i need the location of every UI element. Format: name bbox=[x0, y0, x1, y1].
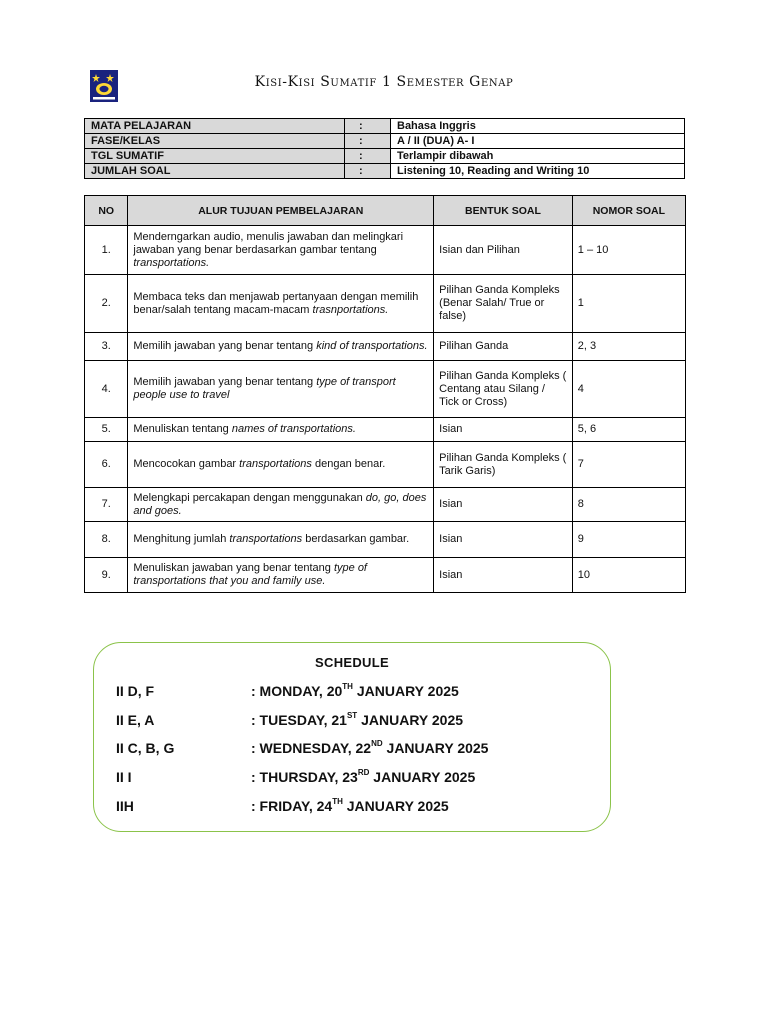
cell-alur bbox=[128, 442, 434, 488]
info-row bbox=[85, 164, 685, 179]
table-row bbox=[85, 522, 686, 558]
alur-italic: kind of transportations. bbox=[316, 340, 428, 352]
alur-italic: type of transportations that you and family use. bbox=[133, 562, 367, 587]
alur-italic: do, go, does and goes. bbox=[133, 491, 427, 517]
table-header-row bbox=[85, 196, 686, 226]
alur-text: Memilih jawaban yang benar tentang bbox=[133, 340, 317, 352]
cell-alur bbox=[128, 488, 434, 522]
cell-alur bbox=[128, 418, 434, 442]
column-header-alur: ALUR TUJUAN PEMBELAJARAN bbox=[128, 196, 434, 226]
schedule-day: : TUESDAY, 21 bbox=[251, 712, 347, 728]
cell-nomor: 8 bbox=[572, 488, 685, 522]
table-row bbox=[85, 275, 686, 333]
alur-text: Menuliskan jawaban yang benar tentang bbox=[133, 562, 334, 574]
cell-bentuk: Isian bbox=[434, 488, 573, 522]
schedule-day: : FRIDAY, 24 bbox=[251, 798, 333, 814]
alur-italic: type of transport people use to travel bbox=[133, 376, 396, 401]
info-label: MATA PELAJARAN bbox=[85, 119, 345, 134]
cell-bentuk: Pilihan Ganda Kompleks ( Centang atau Silang / Tick or Cross) bbox=[434, 361, 573, 418]
alur-italic: transportations. bbox=[133, 256, 210, 269]
info-table bbox=[84, 118, 685, 179]
schedule-ordinal: RD bbox=[357, 768, 370, 777]
info-row bbox=[85, 134, 685, 149]
schedule-month: JANUARY 2025 bbox=[382, 740, 489, 756]
table-row bbox=[85, 418, 686, 442]
schedule-date bbox=[251, 712, 463, 728]
cell-bentuk: Pilihan Ganda bbox=[434, 333, 573, 361]
cell-bentuk: Isian bbox=[434, 522, 573, 558]
alur-italic: transportations bbox=[229, 533, 303, 545]
column-header-nomor: NOMOR SOAL bbox=[572, 196, 685, 226]
alur-text-end: dengan benar. bbox=[311, 458, 386, 470]
alur-text: Menderngarkan audio, menulis jawaban dan melingkari jawaban yang benar berdasarkan gambar tentang bbox=[133, 230, 404, 256]
cell-no: 1. bbox=[85, 226, 128, 275]
schedule-class: II E, A bbox=[116, 712, 155, 728]
column-header-no: NO bbox=[85, 196, 128, 226]
schedule-date bbox=[251, 740, 488, 756]
cell-no: 2. bbox=[85, 275, 128, 333]
schedule-title: SCHEDULE bbox=[315, 655, 389, 670]
cell-alur bbox=[128, 558, 434, 593]
cell-bentuk: Isian dan Pilihan bbox=[434, 226, 573, 275]
cell-no: 3. bbox=[85, 333, 128, 361]
info-row bbox=[85, 119, 685, 134]
cell-nomor: 4 bbox=[572, 361, 685, 418]
info-value: Bahasa Inggris bbox=[391, 119, 685, 134]
schedule-box bbox=[93, 642, 611, 832]
info-label: TGL SUMATIF bbox=[85, 149, 345, 164]
info-separator: : bbox=[345, 119, 391, 134]
schedule-day: : MONDAY, 20 bbox=[251, 683, 343, 699]
table-row bbox=[85, 442, 686, 488]
schedule-ordinal: ND bbox=[371, 739, 383, 748]
schedule-class: II C, B, G bbox=[116, 740, 175, 756]
schedule-month: JANUARY 2025 bbox=[369, 769, 476, 785]
cell-no: 7. bbox=[85, 488, 128, 522]
schedule-month: JANUARY 2025 bbox=[342, 798, 449, 814]
schedule-date bbox=[251, 683, 459, 699]
info-value: A / II (DUA) A- I bbox=[391, 134, 685, 149]
cell-no: 4. bbox=[85, 361, 128, 418]
schedule-date bbox=[251, 798, 449, 814]
info-separator: : bbox=[345, 134, 391, 149]
schedule-ordinal: ST bbox=[346, 711, 358, 720]
alur-italic: transportations bbox=[239, 458, 312, 470]
alur-text: Melengkapi percakapan dengan menggunakan bbox=[133, 491, 366, 504]
alur-text: Membaca teks dan menjawab pertanyaan dengan memilih benar/salah tentang macam-macam bbox=[133, 290, 419, 316]
cell-nomor: 10 bbox=[572, 558, 685, 593]
info-separator: : bbox=[345, 149, 391, 164]
cell-bentuk: Pilihan Ganda Kompleks (Benar Salah/ True or false) bbox=[434, 275, 573, 333]
info-value: Listening 10, Reading and Writing 10 bbox=[391, 164, 685, 179]
table-row bbox=[85, 333, 686, 361]
cell-nomor: 1 bbox=[572, 275, 685, 333]
schedule-ordinal: TH bbox=[342, 682, 353, 691]
info-row bbox=[85, 149, 685, 164]
schedule-month: JANUARY 2025 bbox=[357, 712, 464, 728]
table-row bbox=[85, 558, 686, 593]
page-title: Kisi-Kisi Sumatif 1 Semester Genap bbox=[254, 74, 514, 90]
schedule-day: : THURSDAY, 23 bbox=[251, 769, 358, 785]
info-label: FASE/KELAS bbox=[85, 134, 345, 149]
schedule-month: JANUARY 2025 bbox=[352, 683, 459, 699]
schedule-date bbox=[251, 769, 475, 785]
cell-alur bbox=[128, 522, 434, 558]
schedule-ordinal: TH bbox=[332, 797, 343, 806]
schedule-day: : WEDNESDAY, 22 bbox=[251, 740, 372, 756]
alur-italic: names of transportations. bbox=[231, 423, 356, 435]
schedule-class: IIH bbox=[116, 798, 134, 814]
cell-alur bbox=[128, 361, 434, 418]
schedule-class: II I bbox=[116, 769, 132, 785]
alur-text: Memilih jawaban yang benar tentang bbox=[133, 376, 317, 388]
alur-text: Menghitung jumlah bbox=[133, 533, 230, 545]
alur-italic: trasnportations. bbox=[312, 303, 389, 316]
info-value: Terlampir dibawah bbox=[391, 149, 685, 164]
cell-bentuk: Isian bbox=[434, 418, 573, 442]
learning-objectives-table bbox=[84, 195, 686, 593]
alur-text-end: berdasarkan gambar. bbox=[302, 533, 410, 545]
cell-nomor: 2, 3 bbox=[572, 333, 685, 361]
table-row bbox=[85, 226, 686, 275]
cell-alur bbox=[128, 226, 434, 275]
cell-nomor: 1 – 10 bbox=[572, 226, 685, 275]
cell-alur bbox=[128, 333, 434, 361]
info-label: JUMLAH SOAL bbox=[85, 164, 345, 179]
cell-no: 6. bbox=[85, 442, 128, 488]
cell-bentuk: Pilihan Ganda Kompleks ( Tarik Garis) bbox=[434, 442, 573, 488]
cell-nomor: 7 bbox=[572, 442, 685, 488]
cell-no: 5. bbox=[85, 418, 128, 442]
schedule-class: II D, F bbox=[116, 683, 155, 699]
column-header-bentuk: BENTUK SOAL bbox=[434, 196, 573, 226]
cell-no: 8. bbox=[85, 522, 128, 558]
table-row bbox=[85, 488, 686, 522]
alur-text: Mencocokan gambar bbox=[133, 458, 240, 470]
cell-bentuk: Isian bbox=[434, 558, 573, 593]
table-row bbox=[85, 361, 686, 418]
cell-nomor: 9 bbox=[572, 522, 685, 558]
info-separator: : bbox=[345, 164, 391, 179]
cell-alur bbox=[128, 275, 434, 333]
cell-nomor: 5, 6 bbox=[572, 418, 685, 442]
alur-text: Menuliskan tentang bbox=[133, 423, 232, 435]
cell-no: 9. bbox=[85, 558, 128, 593]
